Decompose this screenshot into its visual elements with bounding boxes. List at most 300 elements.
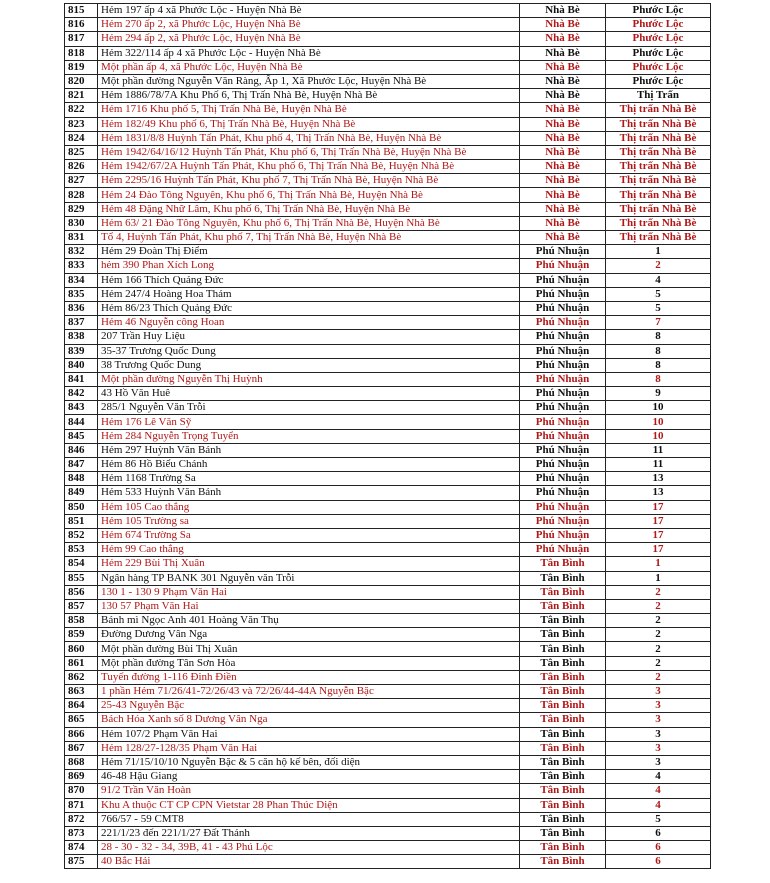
row-number-cell: 874 [65, 841, 98, 855]
district-cell: Tân Bình [520, 642, 606, 656]
table-row [65, 4, 711, 18]
ward-cell: 4 [606, 784, 711, 798]
ward-cell: 5 [606, 812, 711, 826]
table-row [65, 585, 711, 599]
district-cell: Tân Bình [520, 628, 606, 642]
ward-cell: Thị trấn Nhà Bè [606, 231, 711, 245]
ward-cell: 5 [606, 301, 711, 315]
address-cell: Hẻm 182/49 Khu phố 6, Thị Trấn Nhà Bè, Huyện Nhà Bè [98, 117, 520, 131]
table-row [65, 330, 711, 344]
address-cell: Hẻm 1886/78/7A Khu Phố 6, Thị Trấn Nhà Bè, Huyện Nhà Bè [98, 89, 520, 103]
district-cell: Phú Nhuận [520, 401, 606, 415]
district-cell: Tân Bình [520, 784, 606, 798]
address-cell: Một phần ấp 4, xã Phước Lộc, Huyện Nhà Bè [98, 60, 520, 74]
table-row [65, 145, 711, 159]
district-cell: Phú Nhuận [520, 301, 606, 315]
ward-cell: 10 [606, 415, 711, 429]
ward-cell: 8 [606, 344, 711, 358]
row-number-cell: 853 [65, 543, 98, 557]
ward-cell: 2 [606, 259, 711, 273]
district-cell: Nhà Bè [520, 4, 606, 18]
district-cell: Phú Nhuận [520, 287, 606, 301]
ward-cell: 7 [606, 316, 711, 330]
row-number-cell: 869 [65, 770, 98, 784]
ward-cell: 8 [606, 330, 711, 344]
district-cell: Tân Bình [520, 741, 606, 755]
ward-cell: 11 [606, 458, 711, 472]
table-row [65, 670, 711, 684]
district-cell: Phú Nhuận [520, 344, 606, 358]
ward-cell: Phước Lộc [606, 18, 711, 32]
ward-cell: Thị trấn Nhà Bè [606, 202, 711, 216]
ward-cell: 10 [606, 429, 711, 443]
district-cell: Nhà Bè [520, 231, 606, 245]
table-row [65, 344, 711, 358]
row-number-cell: 867 [65, 741, 98, 755]
district-cell: Nhà Bè [520, 46, 606, 60]
row-number-cell: 860 [65, 642, 98, 656]
table-row [65, 713, 711, 727]
row-number-cell: 858 [65, 614, 98, 628]
table-row [65, 841, 711, 855]
district-cell: Tân Bình [520, 670, 606, 684]
table-row [65, 160, 711, 174]
district-cell: Phú Nhuận [520, 458, 606, 472]
table-row [65, 60, 711, 74]
district-cell: Nhà Bè [520, 202, 606, 216]
ward-cell: 1 [606, 245, 711, 259]
district-cell: Tân Bình [520, 826, 606, 840]
row-number-cell: 815 [65, 4, 98, 18]
row-number-cell: 842 [65, 387, 98, 401]
row-number-cell: 816 [65, 18, 98, 32]
address-cell: Hẻm 674 Trường Sa [98, 528, 520, 542]
table-row [65, 685, 711, 699]
table-row [65, 727, 711, 741]
row-number-cell: 851 [65, 514, 98, 528]
address-cell: Hẻm 1831/8/8 Huỳnh Tấn Phát, Khu phố 4, Thị Trấn Nhà Bè, Huyện Nhà Bè [98, 131, 520, 145]
row-number-cell: 864 [65, 699, 98, 713]
table-row [65, 316, 711, 330]
ward-cell: 3 [606, 741, 711, 755]
row-number-cell: 873 [65, 826, 98, 840]
ward-cell: 3 [606, 685, 711, 699]
table-row [65, 46, 711, 60]
row-number-cell: 827 [65, 174, 98, 188]
ward-cell: 2 [606, 599, 711, 613]
district-cell: Nhà Bè [520, 131, 606, 145]
address-cell: Hẻm 46 Nguyễn công Hoan [98, 316, 520, 330]
table-row [65, 401, 711, 415]
table-row [65, 429, 711, 443]
row-number-cell: 841 [65, 372, 98, 386]
table-row [65, 543, 711, 557]
district-cell: Nhà Bè [520, 60, 606, 74]
address-cell: Hẻm 24 Đào Tông Nguyên, Khu phố 6, Thị Trấn Nhà Bè, Huyện Nhà Bè [98, 188, 520, 202]
address-cell: Tổ 4, Huỳnh Tấn Phát, Khu phố 7, Thị Trấn Nhà Bè, Huyện Nhà Bè [98, 231, 520, 245]
table-row [65, 614, 711, 628]
table-row [65, 784, 711, 798]
row-number-cell: 837 [65, 316, 98, 330]
row-number-cell: 836 [65, 301, 98, 315]
ward-cell: Thị trấn Nhà Bè [606, 103, 711, 117]
row-number-cell: 859 [65, 628, 98, 642]
address-cell: 40 Bắc Hải [98, 855, 520, 869]
table-row [65, 741, 711, 755]
row-number-cell: 817 [65, 32, 98, 46]
row-number-cell: 854 [65, 557, 98, 571]
address-cell: 766/57 - 59 CMT8 [98, 812, 520, 826]
address-cell: Hẻm 71/15/10/10 Nguyễn Bặc & 5 căn hộ kế bên, đối diện [98, 755, 520, 769]
table-row [65, 514, 711, 528]
ward-cell: Thị trấn Nhà Bè [606, 174, 711, 188]
address-cell: Hẻm 63/ 21 Đào Tông Nguyên, Khu phố 6, Thị Trấn Nhà Bè, Huyện Nhà Bè [98, 216, 520, 230]
address-cell: Hẻm 1942/67/2A Huỳnh Tấn Phát, Khu phố 6, Thị Trấn Nhà Bè, Huyện Nhà Bè [98, 160, 520, 174]
district-cell: Phú Nhuận [520, 259, 606, 273]
table-row [65, 89, 711, 103]
ward-cell: 9 [606, 387, 711, 401]
district-cell: Tân Bình [520, 557, 606, 571]
address-table-body [65, 4, 711, 869]
address-cell: 221/1/23 đến 221/1/27 Đất Thánh [98, 826, 520, 840]
ward-cell: 4 [606, 798, 711, 812]
row-number-cell: 857 [65, 599, 98, 613]
address-cell: 25-43 Nguyễn Bặc [98, 699, 520, 713]
table-row [65, 528, 711, 542]
row-number-cell: 822 [65, 103, 98, 117]
address-cell: Ngân hàng TP BANK 301 Nguyễn văn Trỗi [98, 571, 520, 585]
district-cell: Phú Nhuận [520, 543, 606, 557]
address-cell: Một phần đường Tân Sơn Hòa [98, 656, 520, 670]
district-cell: Phú Nhuận [520, 273, 606, 287]
row-number-cell: 848 [65, 472, 98, 486]
district-cell: Tân Bình [520, 699, 606, 713]
row-number-cell: 833 [65, 259, 98, 273]
ward-cell: Phước Lộc [606, 46, 711, 60]
row-number-cell: 870 [65, 784, 98, 798]
row-number-cell: 828 [65, 188, 98, 202]
table-row [65, 231, 711, 245]
ward-cell: 8 [606, 358, 711, 372]
row-number-cell: 868 [65, 755, 98, 769]
district-cell: Phú Nhuận [520, 528, 606, 542]
row-number-cell: 850 [65, 500, 98, 514]
address-table [64, 3, 711, 869]
row-number-cell: 846 [65, 443, 98, 457]
address-cell: Hẻm 1716 Khu phố 5, Thị Trấn Nhà Bè, Huyện Nhà Bè [98, 103, 520, 117]
district-cell: Tân Bình [520, 571, 606, 585]
table-row [65, 216, 711, 230]
district-cell: Nhà Bè [520, 117, 606, 131]
district-cell: Nhà Bè [520, 74, 606, 88]
address-cell: 1 phần Hẻm 71/26/41-72/26/43 và 72/26/44-44A Nguyễn Bặc [98, 685, 520, 699]
row-number-cell: 832 [65, 245, 98, 259]
ward-cell: Phước Lộc [606, 60, 711, 74]
address-cell: Một phần đường Nguyễn Văn Ràng, Ấp 1, Xã Phước Lộc, Huyện Nhà Bè [98, 74, 520, 88]
row-number-cell: 826 [65, 160, 98, 174]
address-cell: Hẻm 29 Đoàn Thị Điểm [98, 245, 520, 259]
address-cell: Tuyến đường 1-116 Đinh Điền [98, 670, 520, 684]
address-cell: Hẻm 229 Bùi Thị Xuân [98, 557, 520, 571]
address-cell: Hẻm 105 Cao thắng [98, 500, 520, 514]
ward-cell: Phước Lộc [606, 32, 711, 46]
table-row [65, 599, 711, 613]
address-cell: hẻm 390 Phan Xích Long [98, 259, 520, 273]
table-row [65, 500, 711, 514]
table-row [65, 131, 711, 145]
address-cell: 43 Hồ Văn Huê [98, 387, 520, 401]
row-number-cell: 825 [65, 145, 98, 159]
address-cell: Hẻm 48 Đặng Nhữ Lâm, Khu phố 6, Thị Trấn Nhà Bè, Huyện Nhà Bè [98, 202, 520, 216]
table-row [65, 301, 711, 315]
table-row [65, 699, 711, 713]
table-row [65, 188, 711, 202]
district-cell: Phú Nhuận [520, 245, 606, 259]
table-row [65, 826, 711, 840]
table-row [65, 458, 711, 472]
address-cell: Hẻm 247/4 Hoàng Hoa Thám [98, 287, 520, 301]
address-cell: Hẻm 105 Trường sa [98, 514, 520, 528]
address-cell: Khu A thuộc CT CP CPN Vietstar 28 Phan Thúc Diện [98, 798, 520, 812]
district-cell: Tân Bình [520, 585, 606, 599]
address-cell: Hẻm 284 Nguyễn Trọng Tuyển [98, 429, 520, 443]
row-number-cell: 830 [65, 216, 98, 230]
ward-cell: Thị Trấn [606, 89, 711, 103]
ward-cell: Phước Lộc [606, 74, 711, 88]
row-number-cell: 821 [65, 89, 98, 103]
table-row [65, 855, 711, 869]
row-number-cell: 866 [65, 727, 98, 741]
district-cell: Tân Bình [520, 755, 606, 769]
district-cell: Phú Nhuận [520, 387, 606, 401]
address-cell: Hẻm 1168 Trường Sa [98, 472, 520, 486]
district-cell: Tân Bình [520, 713, 606, 727]
ward-cell: 17 [606, 500, 711, 514]
table-row [65, 628, 711, 642]
table-row [65, 755, 711, 769]
district-cell: Nhà Bè [520, 32, 606, 46]
district-cell: Tân Bình [520, 770, 606, 784]
ward-cell: 2 [606, 642, 711, 656]
ward-cell: 3 [606, 727, 711, 741]
district-cell: Tân Bình [520, 855, 606, 869]
district-cell: Tân Bình [520, 656, 606, 670]
table-row [65, 174, 711, 188]
row-number-cell: 852 [65, 528, 98, 542]
district-cell: Phú Nhuận [520, 443, 606, 457]
address-cell: Hẻm 2295/16 Huỳnh Tấn Phát, Khu phố 7, Thị Trấn Nhà Bè, Huyện Nhà Bè [98, 174, 520, 188]
row-number-cell: 829 [65, 202, 98, 216]
row-number-cell: 862 [65, 670, 98, 684]
row-number-cell: 849 [65, 486, 98, 500]
ward-cell: 2 [606, 614, 711, 628]
address-cell: Hẻm 270 ấp 2, xã Phước Lộc, Huyện Nhà Bè [98, 18, 520, 32]
district-cell: Nhà Bè [520, 18, 606, 32]
address-cell: Hẻm 107/2 Phạm Văn Hai [98, 727, 520, 741]
district-cell: Phú Nhuận [520, 330, 606, 344]
row-number-cell: 823 [65, 117, 98, 131]
district-cell: Phú Nhuận [520, 486, 606, 500]
ward-cell: 3 [606, 713, 711, 727]
district-cell: Nhà Bè [520, 89, 606, 103]
row-number-cell: 820 [65, 74, 98, 88]
table-row [65, 387, 711, 401]
row-number-cell: 863 [65, 685, 98, 699]
table-row [65, 74, 711, 88]
address-cell: Một phần đường Bùi Thị Xuân [98, 642, 520, 656]
table-row [65, 486, 711, 500]
ward-cell: 6 [606, 841, 711, 855]
row-number-cell: 824 [65, 131, 98, 145]
ward-cell: 10 [606, 401, 711, 415]
ward-cell: 17 [606, 528, 711, 542]
district-cell: Tân Bình [520, 841, 606, 855]
row-number-cell: 855 [65, 571, 98, 585]
table-row [65, 642, 711, 656]
ward-cell: 17 [606, 514, 711, 528]
ward-cell: 8 [606, 372, 711, 386]
district-cell: Phú Nhuận [520, 472, 606, 486]
address-cell: 285/1 Nguyễn Văn Trỗi [98, 401, 520, 415]
district-cell: Phú Nhuận [520, 358, 606, 372]
address-cell: Hẻm 86 Hồ Biểu Chánh [98, 458, 520, 472]
district-cell: Tân Bình [520, 599, 606, 613]
ward-cell: 2 [606, 585, 711, 599]
address-cell: 207 Trần Huy Liệu [98, 330, 520, 344]
table-row [65, 287, 711, 301]
address-cell: Hẻm 197 ấp 4 xã Phước Lộc - Huyện Nhà Bè [98, 4, 520, 18]
table-row [65, 443, 711, 457]
ward-cell: 2 [606, 628, 711, 642]
table-row [65, 656, 711, 670]
table-row [65, 259, 711, 273]
ward-cell: Phước Lộc [606, 4, 711, 18]
row-number-cell: 844 [65, 415, 98, 429]
district-cell: Phú Nhuận [520, 372, 606, 386]
ward-cell: 1 [606, 557, 711, 571]
district-cell: Phú Nhuận [520, 500, 606, 514]
ward-cell: Thị trấn Nhà Bè [606, 216, 711, 230]
table-row [65, 415, 711, 429]
address-cell: Hẻm 294 ấp 2, xã Phước Lộc, Huyện Nhà Bè [98, 32, 520, 46]
table-row [65, 358, 711, 372]
row-number-cell: 871 [65, 798, 98, 812]
table-row [65, 798, 711, 812]
ward-cell: Thị trấn Nhà Bè [606, 131, 711, 145]
row-number-cell: 865 [65, 713, 98, 727]
district-cell: Tân Bình [520, 798, 606, 812]
table-row [65, 273, 711, 287]
address-cell: Hẻm 533 Huỳnh Văn Bánh [98, 486, 520, 500]
table-row [65, 557, 711, 571]
ward-cell: Thị trấn Nhà Bè [606, 117, 711, 131]
address-cell: 38 Trương Quốc Dung [98, 358, 520, 372]
district-cell: Phú Nhuận [520, 415, 606, 429]
district-cell: Tân Bình [520, 685, 606, 699]
ward-cell: 3 [606, 699, 711, 713]
ward-cell: 6 [606, 826, 711, 840]
district-cell: Tân Bình [520, 614, 606, 628]
address-cell: 46-48 Hậu Giang [98, 770, 520, 784]
row-number-cell: 834 [65, 273, 98, 287]
ward-cell: 2 [606, 670, 711, 684]
district-cell: Nhà Bè [520, 103, 606, 117]
address-cell: Hẻm 86/23 Thích Quảng Đức [98, 301, 520, 315]
row-number-cell: 838 [65, 330, 98, 344]
address-cell: Bách Hóa Xanh số 8 Dương Vân Nga [98, 713, 520, 727]
ward-cell: Thị trấn Nhà Bè [606, 160, 711, 174]
ward-cell: 2 [606, 656, 711, 670]
row-number-cell: 819 [65, 60, 98, 74]
row-number-cell: 845 [65, 429, 98, 443]
address-cell: 35-37 Trương Quốc Dung [98, 344, 520, 358]
address-cell: Hẻm 322/114 ấp 4 xã Phước Lộc - Huyện Nhà Bè [98, 46, 520, 60]
district-cell: Phú Nhuận [520, 514, 606, 528]
ward-cell: 13 [606, 472, 711, 486]
address-cell: Hẻm 176 Lê Văn Sỹ [98, 415, 520, 429]
address-cell: 130 57 Phạm Văn Hai [98, 599, 520, 613]
table-row [65, 245, 711, 259]
row-number-cell: 872 [65, 812, 98, 826]
address-cell: Hẻm 1942/64/16/12 Huỳnh Tấn Phát, Khu phố 6, Thị Trấn Nhà Bè, Huyện Nhà Bè [98, 145, 520, 159]
ward-cell: 4 [606, 770, 711, 784]
address-cell: Hẻm 166 Thích Quảng Đức [98, 273, 520, 287]
table-row [65, 472, 711, 486]
row-number-cell: 839 [65, 344, 98, 358]
table-row [65, 202, 711, 216]
address-cell: Hẻm 128/27-128/35 Phạm Văn Hai [98, 741, 520, 755]
row-number-cell: 861 [65, 656, 98, 670]
table-row [65, 372, 711, 386]
ward-cell: 6 [606, 855, 711, 869]
table-row [65, 32, 711, 46]
address-cell: Hẻm 297 Huỳnh Văn Bánh [98, 443, 520, 457]
table-row [65, 103, 711, 117]
ward-cell: 5 [606, 287, 711, 301]
district-cell: Tân Bình [520, 812, 606, 826]
district-cell: Nhà Bè [520, 216, 606, 230]
row-number-cell: 847 [65, 458, 98, 472]
address-cell: Hẻm 99 Cao thắng [98, 543, 520, 557]
address-cell: 28 - 30 - 32 - 34, 39B, 41 - 43 Phú Lộc [98, 841, 520, 855]
row-number-cell: 831 [65, 231, 98, 245]
ward-cell: 4 [606, 273, 711, 287]
table-row [65, 571, 711, 585]
table-row [65, 770, 711, 784]
row-number-cell: 818 [65, 46, 98, 60]
ward-cell: Thị trấn Nhà Bè [606, 145, 711, 159]
district-cell: Nhà Bè [520, 188, 606, 202]
ward-cell: 1 [606, 571, 711, 585]
district-cell: Tân Bình [520, 727, 606, 741]
row-number-cell: 843 [65, 401, 98, 415]
ward-cell: 3 [606, 755, 711, 769]
table-row [65, 18, 711, 32]
row-number-cell: 856 [65, 585, 98, 599]
ward-cell: 11 [606, 443, 711, 457]
ward-cell: Thị trấn Nhà Bè [606, 188, 711, 202]
district-cell: Phú Nhuận [520, 429, 606, 443]
row-number-cell: 840 [65, 358, 98, 372]
address-cell: Đường Dương Vân Nga [98, 628, 520, 642]
ward-cell: 13 [606, 486, 711, 500]
table-row [65, 117, 711, 131]
address-cell: Một phần đường Nguyễn Thị Huỳnh [98, 372, 520, 386]
address-cell: 91/2 Trần Văn Hoàn [98, 784, 520, 798]
row-number-cell: 835 [65, 287, 98, 301]
district-cell: Nhà Bè [520, 145, 606, 159]
table-row [65, 812, 711, 826]
